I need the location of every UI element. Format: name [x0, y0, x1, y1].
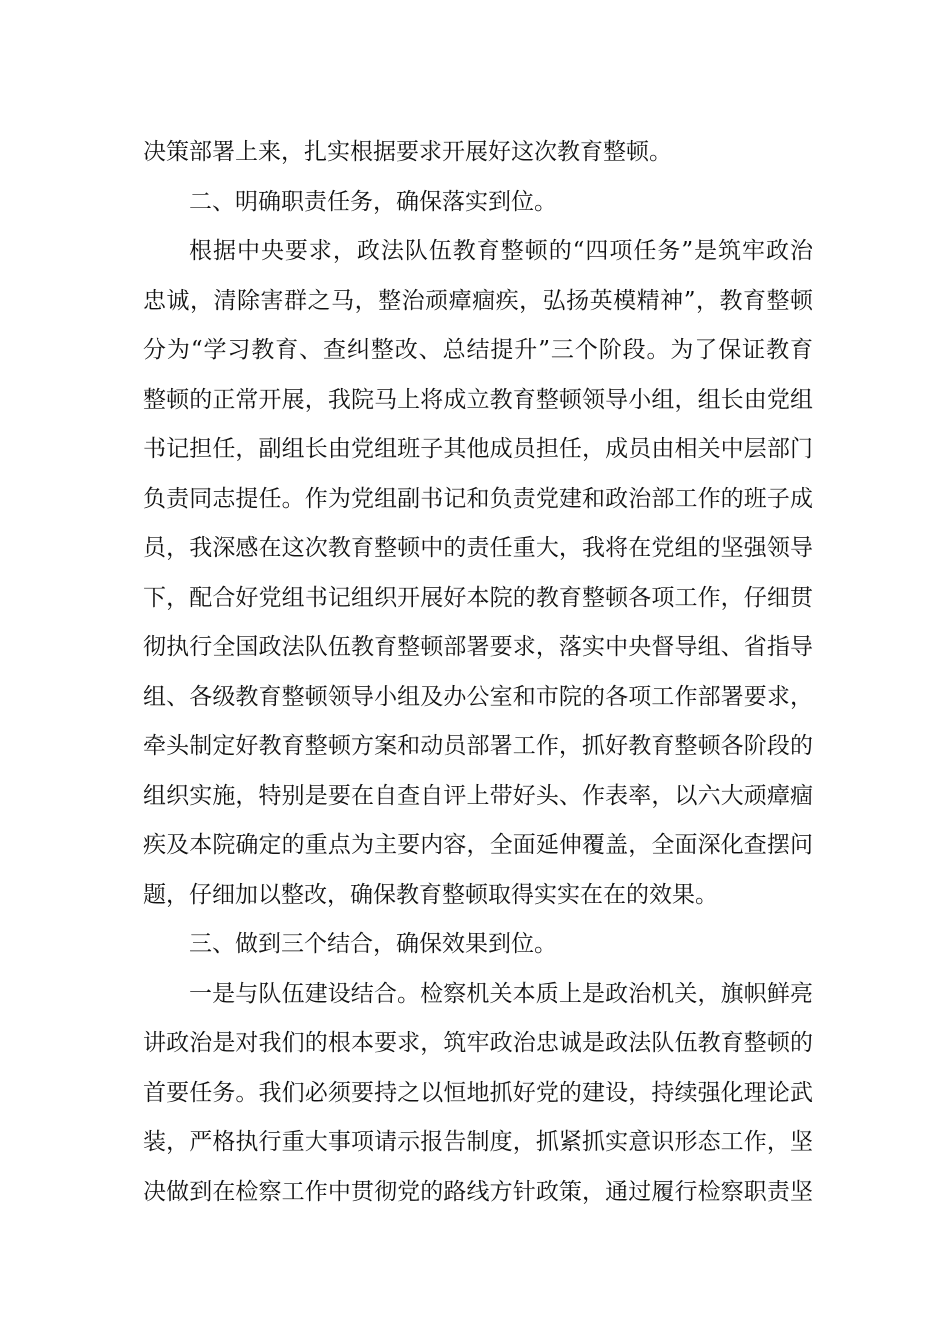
text-line: 组、各级教育整顿领导小组及办公室和市院的各项工作部署要求， [143, 683, 813, 710]
text-line: 下，配合好党组书记组织开展好本院的教育整顿各项工作，仔细贯 [143, 584, 813, 611]
text-line: 讲政治是对我们的根本要求，筑牢政治忠诚是政法队伍教育整顿的 [143, 1030, 813, 1056]
text-line: 装，严格执行重大事项请示报告制度，抓紧抓实意识形态工作，坚 [143, 1129, 813, 1155]
text-line: 二、明确职责任务，确保落实到位。 [189, 188, 557, 215]
text-line: 分为“学习教育、查纠整改、总结提升”三个阶段。为了保证教育 [143, 337, 813, 363]
text-line: 负责同志提任。作为党组副书记和负责党建和政治部工作的班子成 [143, 485, 813, 512]
text-line: 根据中央要求，政法队伍教育整顿的“四项任务”是筑牢政治 [189, 238, 813, 264]
text-line: 员，我深感在这次教育整顿中的责任重大，我将在党组的坚强领导 [143, 535, 813, 561]
text-line: 决做到在检察工作中贯彻党的路线方针政策，通过履行检察职责坚 [143, 1178, 813, 1205]
text-line: 首要任务。我们必须要持之以恒地抓好党的建设，持续强化理论武 [143, 1079, 813, 1106]
text-line: 三、做到三个结合，确保效果到位。 [189, 931, 557, 957]
text-line: 决策部署上来，扎实根据要求开展好这次教育整顿。 [143, 139, 672, 165]
text-line: 忠诚，清除害群之马，整治顽瘴痼疾，弘扬英模精神”，教育整顿 [143, 287, 813, 314]
text-line: 彻执行全国政法队伍教育整顿部署要求，落实中央督导组、省指导 [143, 634, 813, 660]
document-body [143, 128, 813, 1217]
text-line: 疾及本院确定的重点为主要内容，全面延伸覆盖，全面深化查摆问 [143, 832, 813, 858]
text-line: 组织实施，特别是要在自查自评上带好头、作表率，以六大顽瘴痼 [143, 782, 813, 809]
text-line: 牵头制定好教育整顿方案和动员部署工作，抓好教育整顿各阶段的 [143, 733, 813, 759]
text-line: 一是与队伍建设结合。检察机关本质上是政治机关，旗帜鲜亮 [189, 980, 813, 1007]
text-line: 书记担任，副组长由党组班子其他成员担任，成员由相关中层部门 [143, 436, 813, 462]
text-line: 题，仔细加以整改，确保教育整顿取得实实在在的效果。 [143, 881, 718, 908]
text-line: 整顿的正常开展，我院马上将成立教育整顿领导小组，组长由党组 [143, 386, 813, 413]
